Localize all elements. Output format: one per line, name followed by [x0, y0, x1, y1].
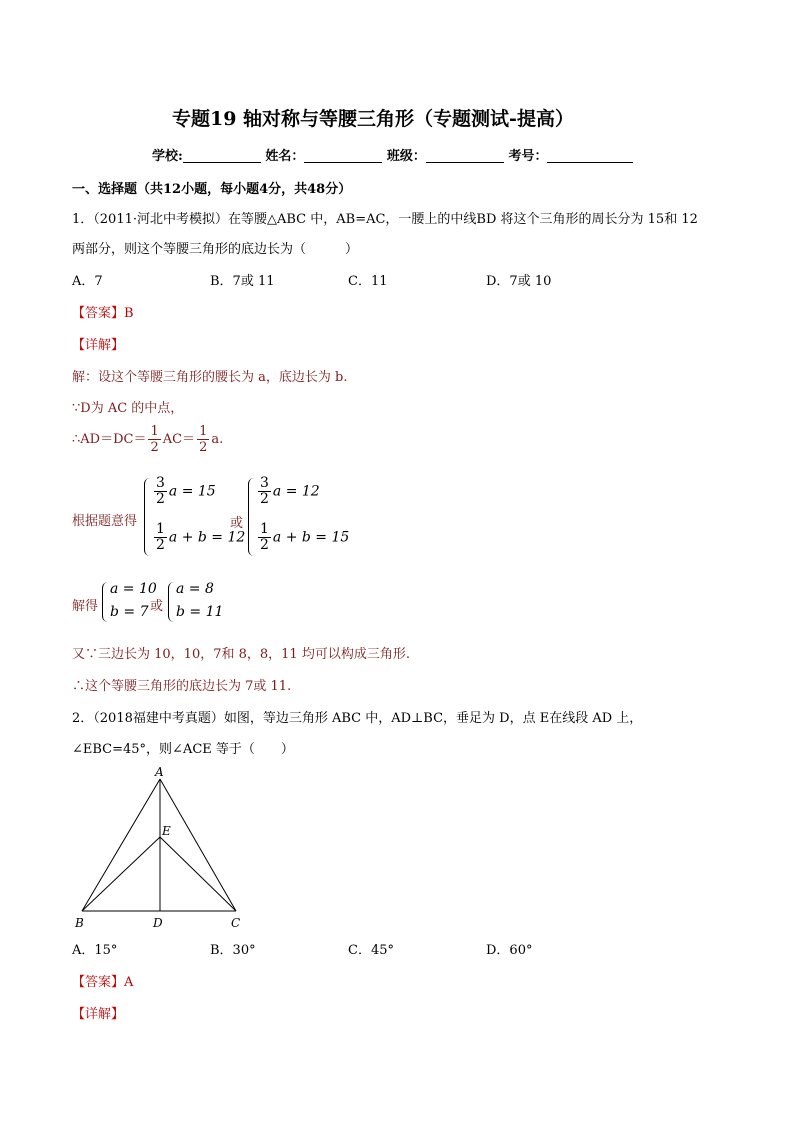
- solve-label: 解得: [72, 599, 99, 614]
- segment-be: [82, 837, 160, 911]
- q1-solution-line-5: 又∵三边长为 10，10，7和 8，8，11 均可以构成三角形.: [72, 647, 410, 662]
- left-brace-4: [168, 582, 175, 622]
- segment-ab: [82, 779, 160, 911]
- fraction-one-half: $\frac{1}{2}$: [150, 424, 159, 455]
- label-d: D: [153, 916, 163, 930]
- question-2-line-1: 2．（2018福建中考真题）如图，等边三角形 ABC 中，AD⊥BC，垂足为 D，点 E在线段 AD 上，: [72, 711, 643, 726]
- or-label-1: 或: [230, 516, 244, 531]
- q1-solution-line-6: ∴这个等腰三角形的底边长为 7或 11.: [72, 679, 292, 694]
- q2-option-c: C．45°: [348, 943, 394, 958]
- system-a-row-1: $\frac{3}{2}$ a = 15: [156, 475, 216, 507]
- label-e: E: [162, 824, 171, 838]
- q2-option-b: B．30°: [210, 943, 256, 958]
- q2-answer: 【答案】A: [72, 975, 134, 990]
- sol3-prefix: ∴AD＝DC＝: [72, 432, 147, 447]
- student-info-line: [152, 145, 633, 164]
- q1-detail-heading: 【详解】: [72, 338, 125, 353]
- question-1-line-1: 1．（2011·河北中考模拟）在等腰△ABC 中，AB=AC，一腰上的中线BD 将这个三角形的周长分为 15和 12: [72, 212, 698, 227]
- sol3-mid: AC＝: [162, 432, 196, 447]
- solution-a-row-1: a = 10: [110, 581, 157, 597]
- class-label: 班级：: [386, 149, 426, 164]
- q2-option-d: D．60°: [486, 943, 533, 958]
- exam-no-label: 考号：: [508, 149, 548, 164]
- name-blank[interactable]: [304, 148, 382, 163]
- q1-option-d: D．7或 10: [486, 274, 552, 289]
- q1-solution-line-3: [72, 424, 223, 455]
- left-brace-1: [144, 478, 151, 556]
- system-label: 根据题意得: [72, 514, 138, 529]
- label-b: B: [75, 916, 84, 930]
- system-b-row-2: $\frac{1}{2}$ a + b = 15: [260, 521, 350, 553]
- segment-ec: [160, 837, 236, 911]
- left-brace-3: [102, 582, 109, 622]
- question-1-line-2: 两部分，则这个等腰三角形的底边长为（ ）: [72, 242, 359, 257]
- section-heading: 一、选择题（共12小题，每小题4分，共48分）: [72, 182, 352, 197]
- q2-option-a: A．15°: [72, 943, 118, 958]
- q1-solution-line-2: ∵D为 AC 的中点，: [72, 401, 184, 416]
- label-c: C: [231, 916, 241, 930]
- or-label-2: 或: [150, 599, 164, 614]
- q1-option-c: C．11: [348, 274, 388, 289]
- triangle-figure: [70, 763, 250, 935]
- left-brace-2: [248, 478, 255, 556]
- solution-a-row-2: b = 7: [110, 604, 149, 620]
- solution-b-row-2: b = 11: [176, 604, 224, 620]
- q1-option-a: A．7: [72, 274, 103, 289]
- system-b-row-1: $\frac{3}{2}$ a = 12: [260, 475, 320, 507]
- question-2-line-2: ∠EBC=45°，则∠ACE 等于（ ）: [72, 742, 294, 757]
- label-a: A: [155, 765, 164, 779]
- q2-detail-heading: 【详解】: [72, 1007, 125, 1022]
- name-label: 姓名：: [265, 149, 305, 164]
- exam-no-blank[interactable]: [547, 148, 633, 163]
- class-blank[interactable]: [426, 148, 504, 163]
- q1-answer: 【答案】B: [72, 306, 134, 321]
- school-blank[interactable]: [183, 148, 261, 163]
- q1-solution-line-1: 解：设这个等腰三角形的腰长为 a，底边长为 b.: [72, 370, 348, 385]
- sol3-suffix: a.: [211, 432, 224, 447]
- fraction-one-half-2: $\frac{1}{2}$: [199, 424, 208, 455]
- school-label: 学校:: [152, 149, 183, 164]
- system-a-row-2: $\frac{1}{2}$ a + b = 12: [156, 521, 246, 553]
- page-title: 专题19 轴对称与等腰三角形（专题测试-提高）: [172, 108, 574, 130]
- solution-b-row-1: a = 8: [176, 581, 214, 597]
- q1-option-b: B．7或 11: [210, 274, 275, 289]
- segment-ac: [160, 779, 236, 911]
